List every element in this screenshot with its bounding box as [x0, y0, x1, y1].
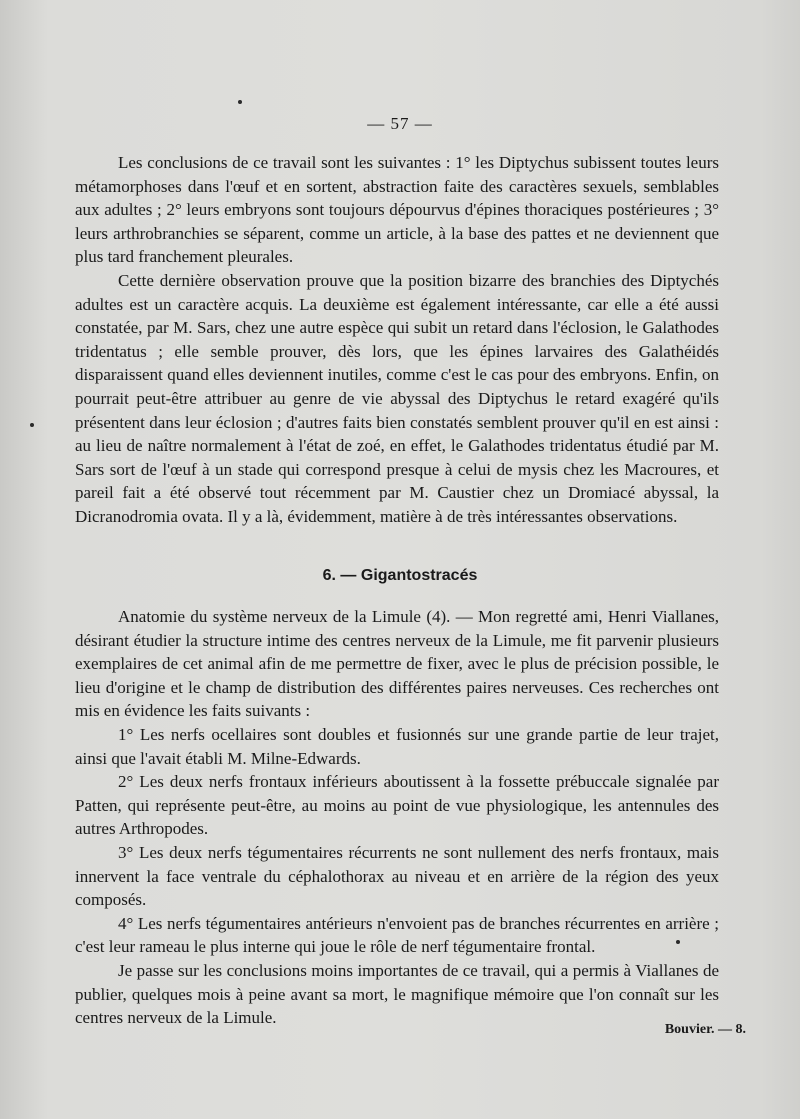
signature: Bouvier. — 8. — [664, 1022, 746, 1037]
section-conclusions — [75, 151, 719, 529]
paragraph: 1° Les nerfs ocellaires sont doubles et fusionnés sur une grande partie de leur trajet, ainsi que l'avait établi M. Milne-Edwards. — [75, 724, 719, 768]
paragraph: Anatomie du système nerveux de la Limule (4). — Mon regretté ami, Henri Viallanes, désirant étudier la structure intime des centres nerveux de la Limule, me fit parvenir plusieurs exemplaires de cet animal afin de me permettre de fixer, avec le plus de précision possible, le lieu d'origine et le champ de distribution des différentes paires nerveuses. Ces recherches ont mis en évidence les faits suivants : — [75, 607, 719, 721]
section-heading: 6. — Gigantostracés — [322, 567, 478, 584]
speck-mark — [30, 423, 34, 427]
paragraph: Les conclusions de ce travail sont les suivantes : 1° les Diptychus subissent toutes leurs métamorphoses dans l'œuf et en sortent, abstraction faite des caractères sexuels, semblables aux adultes ; 2° leurs embryons sont toujours dépourvus d'épines thoraciques postérieures ; 3° leurs arthrobranchies se séparent, comme un article, à la base des pattes et ne deviennent que plus tard franchement pleurales. — [75, 153, 719, 267]
paragraph: 2° Les deux nerfs frontaux inférieurs aboutissent à la fossette prébuccale signalée par Patten, qui représente peut-être, au moins au point de vue physiologique, les antennules des autres Arthropodes. — [75, 772, 719, 839]
speck-mark — [238, 100, 242, 104]
paragraph: 4° Les nerfs tégumentaires antérieurs n'envoient pas de branches récurrentes en arrière ; c'est leur rameau le plus interne qui joue le rôle de nerf tégumentaire frontal. — [75, 913, 719, 957]
paragraph: Cette dernière observation prouve que la position bizarre des branchies des Diptychés adultes est un caractère acquis. La deuxième est également intéressante, car elle a été aussi constatée, par M. Sars, chez une autre espèce qui subit un retard dans l'éclosion, le Galathodes tridentatus ; elle semble prouver, dès lors, que les épines larvaires des Galathéidés disparaissent quand elles deviennent inutiles, comme c'est le cas pour des embryons. Enfin, on pourrait peut-être attribuer au genre de vie abyssal des Diptychus le retard exagéré qu'ils présentent dans leur éclosion ; d'autres faits bien constatés semblent prouver qu'il en est ainsi : au lieu de naître normalement à l'état de zoé, en effet, le Galathodes tridentatus étudié par M. Sars sort de l'œuf à un stade qui correspond presque à celui de mysis chez les Macroures, et pareil fait a été observé tout récemment par M. Caustier chez un Dromiacé abyssal, la Dicranodromia ovata. Il y a là, évidemment, matière à de très intéressantes observations. — [75, 270, 719, 526]
section-gigantostraces — [75, 605, 719, 1030]
paragraph: Je passe sur les conclusions moins importantes de ce travail, qui a permis à Viallanes de publier, quelques mois à peine avant sa mort, le magnifique mémoire que l'on connaît sur les centres nerveux de la Limule. — [75, 960, 719, 1028]
paragraph: 3° Les deux nerfs tégumentaires récurrents ne sont nullement des nerfs frontaux, mais innervent la face ventrale du céphalothorax au niveau et en arrière de la région des yeux composés. — [75, 842, 719, 910]
page-number: — 57 — — [367, 114, 433, 133]
